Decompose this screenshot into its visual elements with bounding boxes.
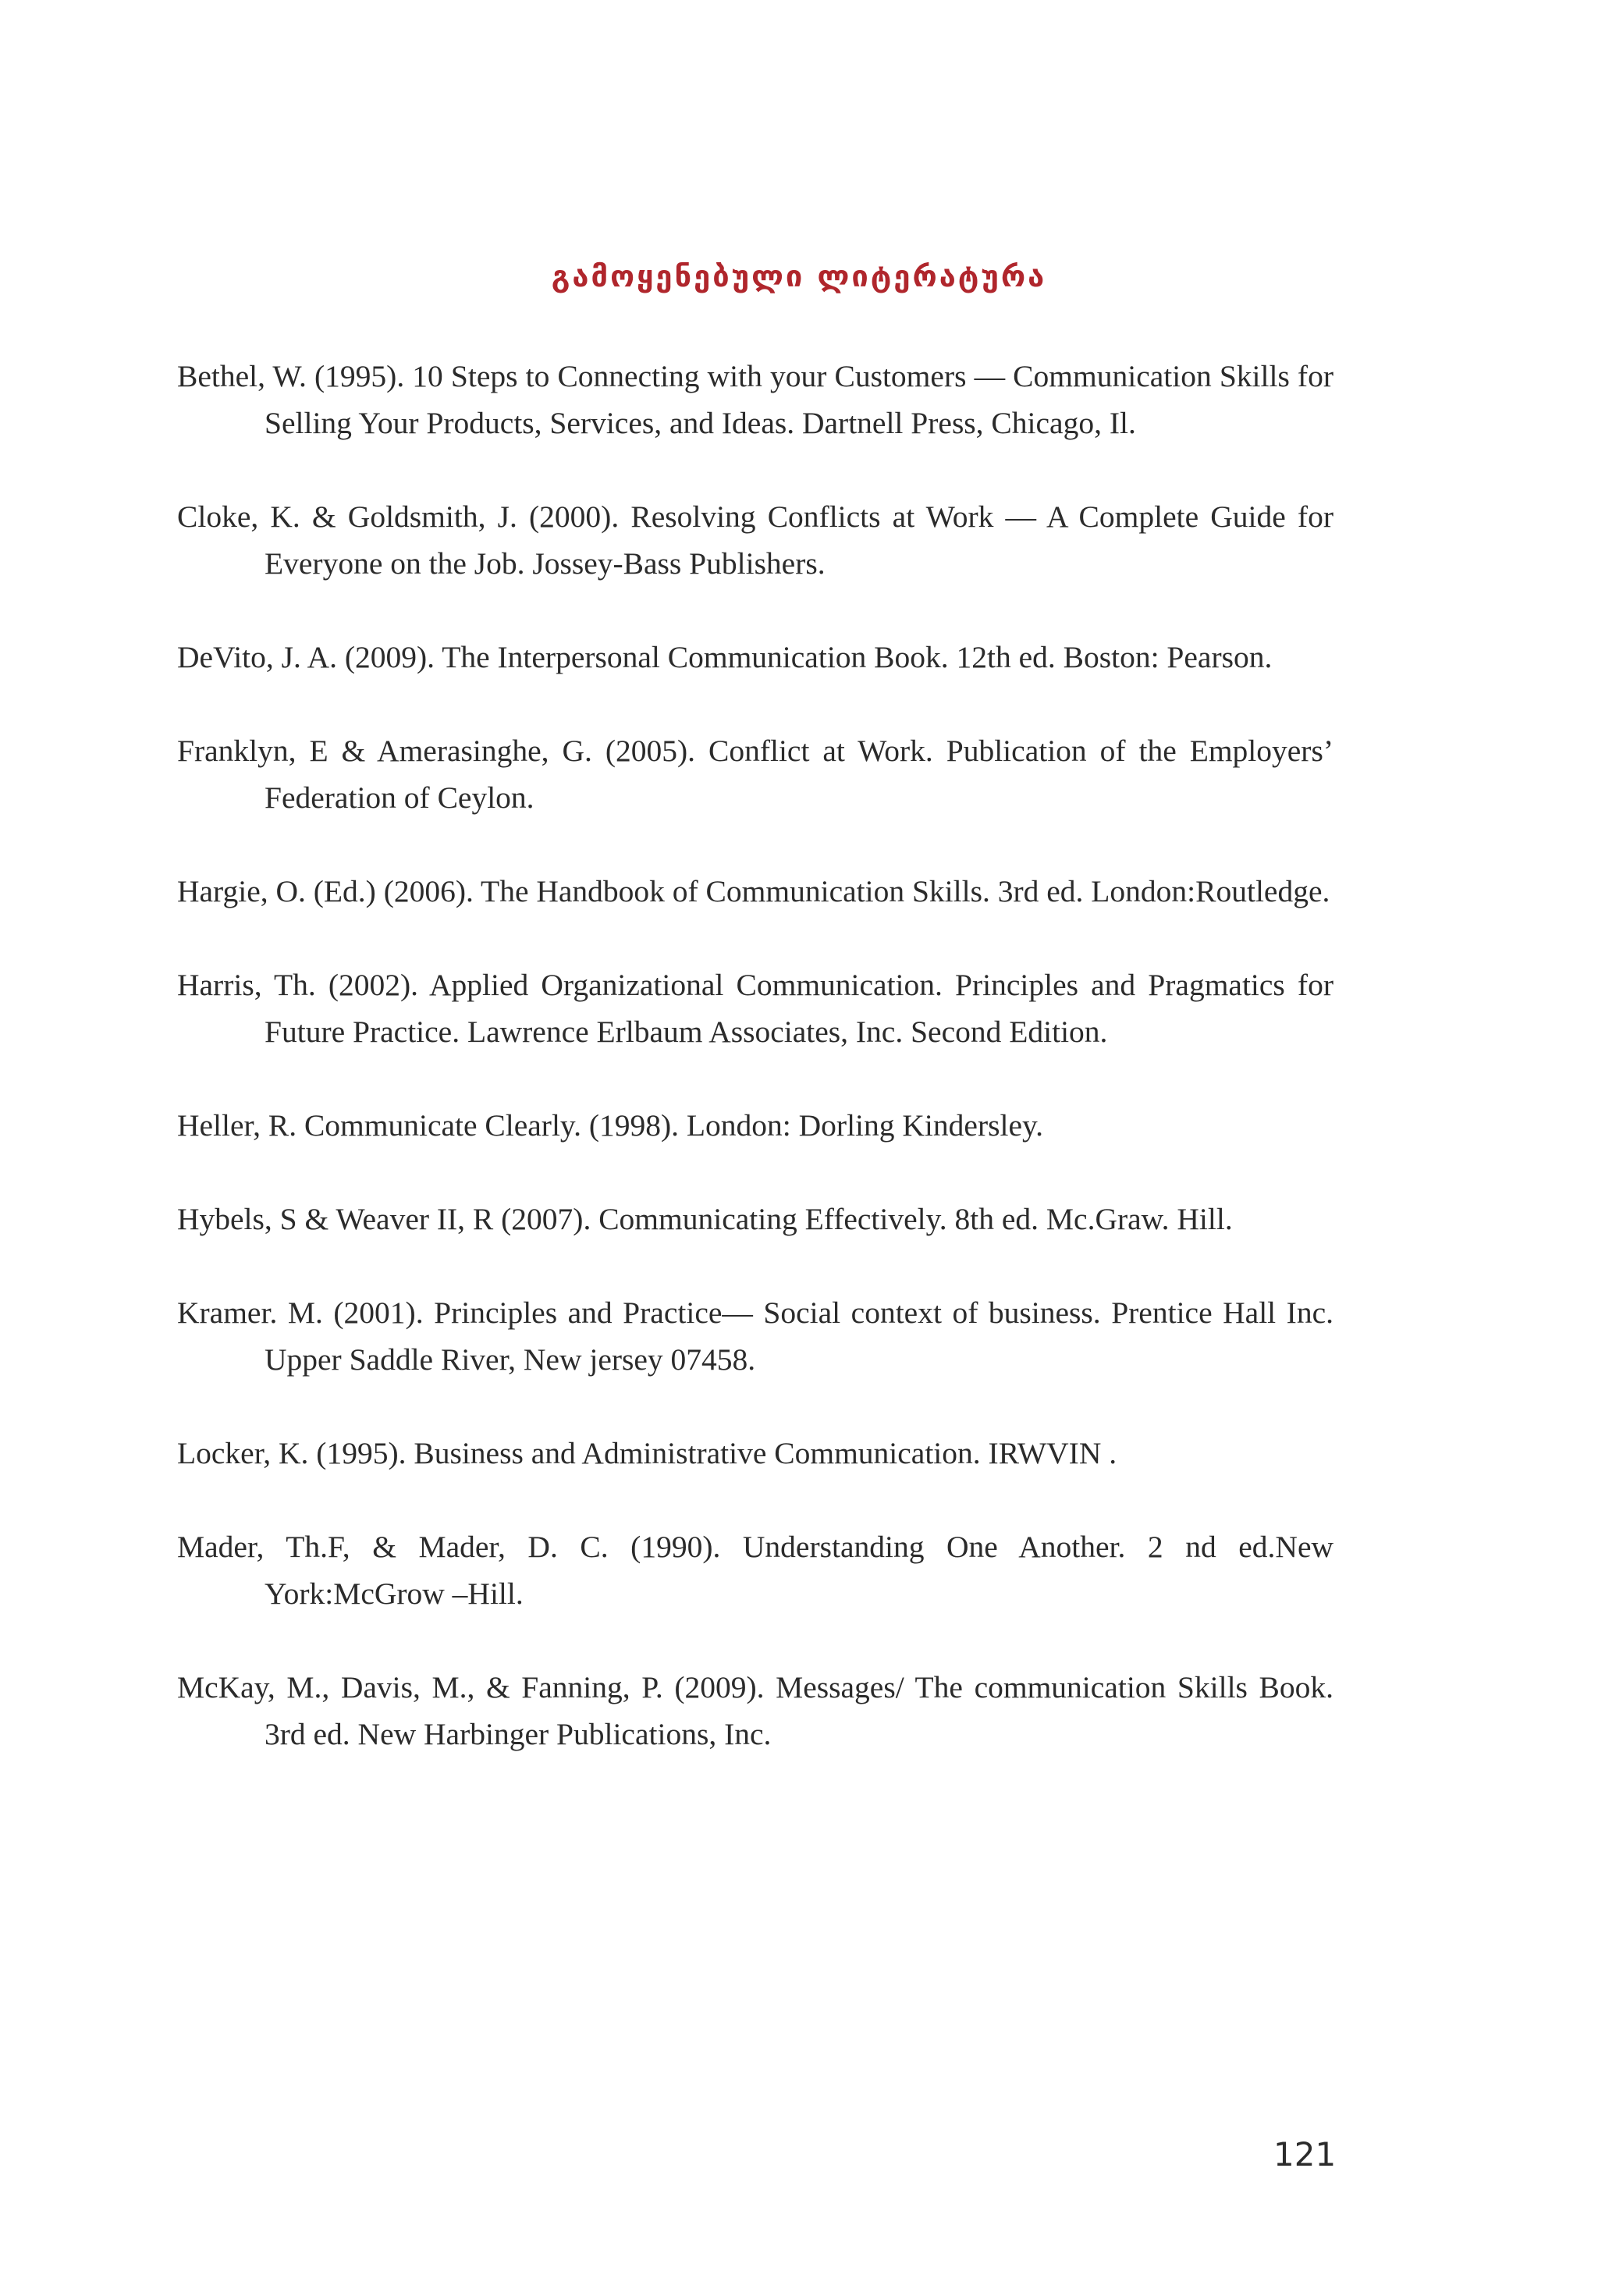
reference-item: Franklyn, E & Amerasinghe, G. (2005). Conflict at Work. Publication of the Employers’ Federation of Ceylon. — [177, 734, 1333, 815]
reference-item: Bethel, W. (1995). 10 Steps to Connecting with your Customers — Communication Skills for Selling Your Products, Services, and Ideas. Dartnell Press, Chicago, Il. — [177, 359, 1333, 440]
page-number: 121 — [1273, 2135, 1337, 2173]
reference-list — [177, 353, 1333, 1804]
reference-item: Heller, R. Communicate Clearly. (1998). London: Dorling Kindersley. — [177, 1108, 1044, 1143]
page-title: გამოყენებული ლიტერატურა — [551, 259, 1047, 293]
reference-item: Locker, K. (1995). Business and Administrative Communication. IRWVIN . — [177, 1436, 1117, 1470]
reference-item: McKay, M., Davis, M., & Fanning, P. (2009). Messages/ The communication Skills Book. 3rd ed. New Harbinger Publications, Inc. — [177, 1670, 1333, 1751]
reference-item: Cloke, K. & Goldsmith, J. (2000). Resolving Conflicts at Work — A Complete Guide for Everyone on the Job. Jossey-Bass Publishers. — [177, 499, 1333, 581]
reference-item: Harris, Th. (2002). Applied Organizational Communication. Principles and Pragmatics for Future Practice. Lawrence Erlbaum Associates, Inc. Second Edition. — [177, 968, 1333, 1049]
reference-item: Hybels, S & Weaver II, R (2007). Communicating Effectively. 8th ed. Mc.Graw. Hill. — [177, 1202, 1233, 1236]
reference-item: DeVito, J. A. (2009). The Interpersonal Communication Book. 12th ed. Boston: Pearson. — [177, 640, 1273, 674]
reference-item: Kramer. M. (2001). Principles and Practice— Social context of business. Prentice Hall Inc. Upper Saddle River, New jersey 07458. — [177, 1295, 1333, 1377]
reference-item: Hargie, O. (Ed.) (2006). The Handbook of Communication Skills. 3rd ed. London:Routledge. — [177, 874, 1330, 908]
reference-item: Mader, Th.F, & Mader, D. C. (1990). Understanding One Another. 2 nd ed.New York:McGrow –Hill. — [177, 1530, 1333, 1611]
